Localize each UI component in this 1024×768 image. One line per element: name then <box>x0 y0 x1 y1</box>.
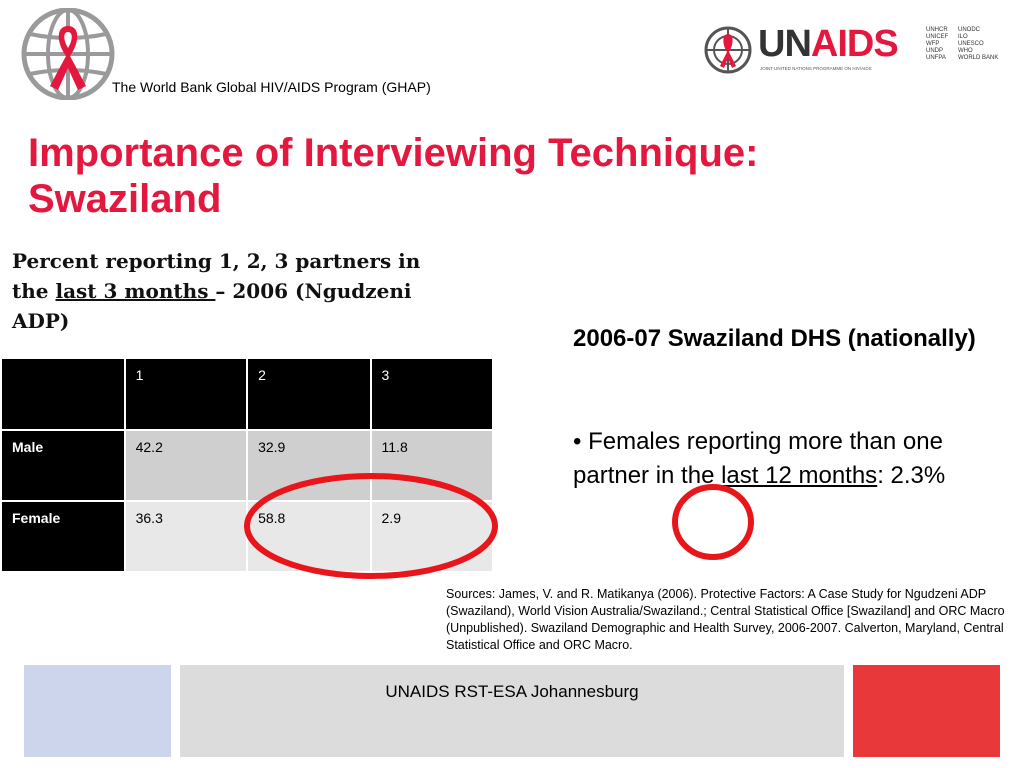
sources-note: Sources: James, V. and R. Matikanya (2006). Protective Factors: A Case Study for Ngudzeni ADP (Swaziland), World Vision Australia/Swaziland.; Central Statistical Office [Swaziland] and ORC Macro (Unpublished). Swaziland Demographic and Health Survey, 2006-2007. Calverton, Maryland, Central Statistical Office and ORC Macro. <box>446 587 1005 652</box>
dhs-bullet-part-2: : 2.3% <box>877 462 946 489</box>
un-emblem-icon <box>700 22 756 78</box>
dhs-bullet <box>573 425 993 493</box>
table-row-male <box>1 430 493 501</box>
dhs-bullet-part-1: • Females reporting more than one partner in the <box>573 428 943 489</box>
table-cell: 36.3 <box>125 501 247 572</box>
slide-title-line-1: Importance of Interviewing Technique: <box>28 131 759 175</box>
dhs-heading: 2006-07 Swaziland DHS (nationally) <box>573 325 976 352</box>
cosponsor-list-1: UNHCR UNICEF WFP UNDP UNFPA <box>926 27 949 61</box>
footer-blue-block <box>24 665 171 757</box>
footer-gray-block <box>180 665 844 757</box>
partners-table <box>0 357 494 573</box>
table-cell: 11.8 <box>371 430 493 501</box>
table-caption <box>12 246 442 336</box>
table-header-cell: 1 <box>125 358 247 430</box>
unaids-logo-aids: AIDS <box>810 23 898 65</box>
table-cell: 2.9 <box>371 501 493 572</box>
table-row-female <box>1 501 493 572</box>
slide-title <box>28 130 928 222</box>
unaids-tagline: JOINT UNITED NATIONS PROGRAMME ON HIV/AIDS <box>760 66 872 71</box>
table-header-cell: 3 <box>371 358 493 430</box>
table-caption-part-2: – 2006 (Ngudzeni ADP) <box>12 279 412 333</box>
row-label: Male <box>1 430 125 501</box>
table-caption-underlined: last 3 months <box>55 279 216 303</box>
unaids-logo-un: UN <box>758 23 811 65</box>
table-cell: 32.9 <box>247 430 370 501</box>
ghap-globe-ribbon-logo <box>16 8 120 100</box>
footer-red-block <box>853 665 1000 757</box>
table-header-row <box>1 358 493 430</box>
cosponsor-list-2: UNODC ILO UNESCO WHO WORLD BANK <box>958 27 999 61</box>
table-header-cell: 2 <box>247 358 370 430</box>
dhs-bullet-underlined: last 12 months <box>721 462 878 489</box>
unaids-logo <box>700 22 1010 78</box>
slide-title-line-2: Swaziland <box>28 177 222 221</box>
table-caption-part-1: Percent reporting 1, 2, 3 partners in the <box>12 249 421 303</box>
row-label: Female <box>1 501 125 572</box>
highlight-circle-2-3-percent <box>675 487 751 557</box>
table-header-cell <box>1 358 125 430</box>
footer-text: UNAIDS RST-ESA Johannesburg <box>385 682 639 701</box>
ghap-caption: The World Bank Global HIV/AIDS Program (GHAP) <box>112 79 431 95</box>
table-cell: 42.2 <box>125 430 247 501</box>
table-cell: 58.8 <box>247 501 370 572</box>
